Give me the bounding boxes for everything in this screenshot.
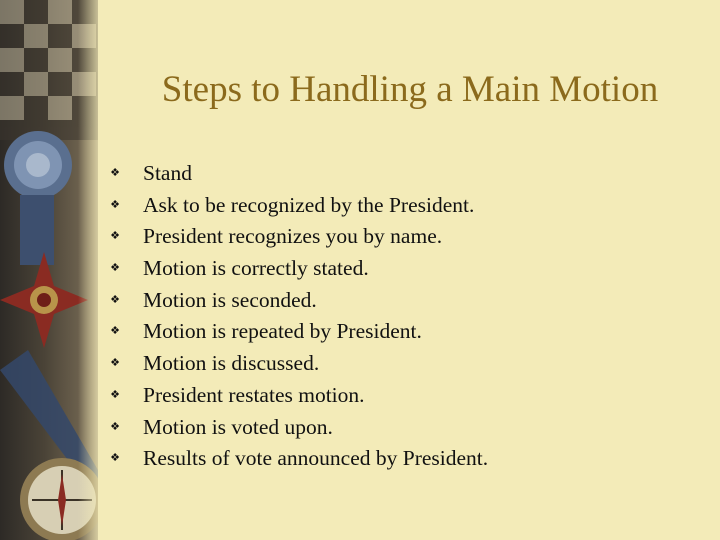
list-item [106,252,706,284]
diamond-bullet-icon [106,252,124,284]
list-item-text: Stand [143,161,192,185]
list-item [106,347,706,379]
list-item [106,442,706,474]
list-item-text: Motion is correctly stated. [143,256,369,281]
list-item [106,189,706,221]
diamond-bullet-icon [106,157,124,189]
bullet-list [106,157,706,474]
list-item-text: President restates motion. [143,382,365,407]
list-item-text: Motion is voted upon. [143,414,333,439]
list-item [106,411,706,443]
list-item-text: Results of vote announced by President. [143,446,489,471]
diamond-bullet-icon [106,220,124,252]
diamond-bullet-icon [106,379,124,411]
list-item-text: Motion is seconded. [143,287,317,312]
diamond-bullet-icon [106,347,124,379]
list-item-text: Ask to be recognized by the President. [143,192,475,217]
list-item [106,157,706,189]
diamond-bullet-icon [106,189,124,221]
diamond-bullet-icon [106,442,124,474]
diamond-bullet-icon [106,315,124,347]
slide-title: Steps to Handling a Main Motion [161,69,659,110]
list-item-text: President recognizes you by name. [143,224,443,249]
list-item [106,315,706,347]
diamond-bullet-icon [106,411,124,443]
list-item [106,379,706,411]
list-item-text: Motion is discussed. [143,351,320,376]
list-item [106,284,706,316]
list-item [106,220,706,252]
list-item-text: Motion is repeated by President. [143,319,422,344]
diamond-bullet-icon [106,284,124,316]
